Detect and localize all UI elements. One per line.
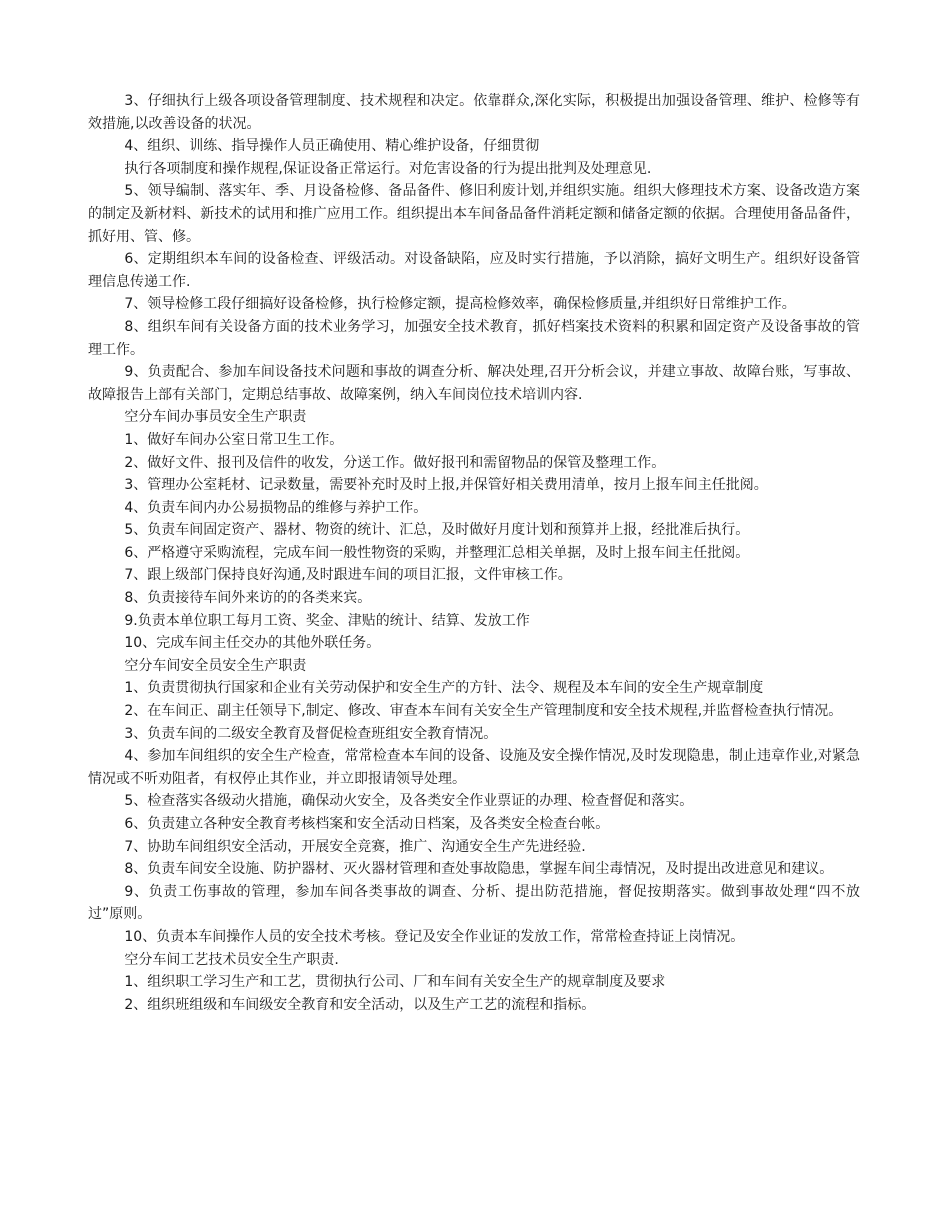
paragraph: 8、负责车间安全设施、防护器材、灭火器材管理和查处事故隐患，掌握车间尘毒情况，及时提出改进意见和建议。	[124, 861, 834, 878]
document-body	[88, 90, 860, 1016]
paragraph: 空分车间办事员安全生产职责	[124, 409, 307, 426]
paragraph: 空分车间工艺技术员安全生产职责.	[124, 951, 339, 968]
paragraph: 9、负责工伤事故的管理，参加车间各类事故的调查、分析、提出防范措施，督促按期落实。做到事故处理“四不放过”原则。	[88, 883, 860, 923]
paragraph: 4、组织、训练、指导操作人员正确使用、精心维护设备，仔细贯彻	[124, 138, 540, 155]
paragraph: 7、跟上级部门保持良好沟通,及时跟进车间的项目汇报，文件审核工作。	[124, 567, 572, 584]
paragraph: 2、组织班组级和车间级安全教育和安全活动，以及生产工艺的流程和指标。	[124, 996, 596, 1013]
paragraph: 1、组织职工学习生产和工艺，贯彻执行公司、厂和车间有关安全生产的规章制度及要求	[124, 974, 666, 991]
paragraph: 空分车间安全员安全生产职责	[124, 657, 307, 674]
paragraph: 9、负责配合、参加车间设备技术问题和事故的调查分析、解决处理,召开分析会议，并建立事故、故障台账，写事故、故障报告上部有关部门，定期总结事故、故障案例，纳入车间岗位技术培训内容.	[88, 364, 860, 403]
paragraph: 4、负责车间内办公易损物品的维修与养护工作。	[124, 499, 428, 516]
paragraph: 10、负责本车间操作人员的安全技术考核。登记及安全作业证的发放工作，常常检查持证上岗情况。	[124, 928, 745, 945]
paragraph: 5、检查落实各级动火措施，确保动火安全，及各类安全作业票证的办理、检查督促和落实。	[124, 793, 694, 810]
paragraph: 1、做好车间办公室日常卫生工作。	[124, 431, 344, 448]
paragraph: 6、定期组织本车间的设备检查、评级活动。对设备缺陷，应及时实行措施，予以消除，搞好文明生产。组织好设备管理信息传递工作.	[88, 251, 860, 290]
paragraph: 7、领导检修工段仔细搞好设备检修，执行检修定额，提高检修效率，确保检修质量,并组织好日常维护工作。	[124, 296, 796, 313]
paragraph: 执行各项制度和操作规程,保证设备正常运行。对危害设备的行为提出批判及处理意见.	[124, 160, 652, 177]
paragraph: 6、负责建立各种安全教育考核档案和安全活动日档案，及各类安全检查台帐。	[124, 816, 610, 832]
paragraph: 3、仔细执行上级各项设备管理制度、技术规程和决定。依靠群众,深化实际，积极提出加强设备管理、维护、检修等有效措施,以改善设备的状况。	[88, 93, 860, 132]
paragraph: 7、协助车间组织安全活动，开展安全竞赛，推广、沟通安全生产先进经验.	[124, 838, 586, 855]
paragraph: 10、完成车间主任交办的其他外联任务。	[124, 635, 381, 652]
paragraph: 2、做好文件、报刊及信件的收发，分送工作。做好报刊和需留物品的保管及整理工作。	[124, 454, 666, 471]
paragraph: 5、负责车间固定资产、器材、物资的统计、汇总，及时做好月度计划和预算并上报，经批准后执行。	[124, 522, 750, 539]
paragraph: 4、参加车间组织的安全生产检查，常常检查本车间的设备、设施及安全操作情况,及时发现隐患，制止违章作业,对紧急情况或不听劝阻者，有权停止其作业，并立即报请领导处理。	[88, 748, 860, 787]
paragraph: 2、在车间正、副主任领导下,制定、修改、审查本车间有关安全生产管理制度和安全技术规程,并监督检查执行情况。	[124, 703, 843, 720]
paragraph: 5、领导编制、落实年、季、月设备检修、备品备件、修旧利废计划,并组织实施。组织大修理技术方案、设备改造方案的制定及新材料、新技术的试用和推广应用工作。组织提出本车间备品备件消耗定额和储备定额的依据。合理使用备品备件，抓好用、管、修。	[88, 183, 860, 245]
paragraph: 9.负责本单位职工每月工资、奖金、津贴的统计、结算、发放工作	[124, 612, 530, 629]
paragraph: 3、负责车间的二级安全教育及督促检查班组安全教育情况。	[124, 725, 498, 742]
paragraph: 8、负责接待车间外来访的的各类来宾。	[124, 590, 372, 607]
paragraph: 3、管理办公室耗材、记录数量，需要补充时及时上报,并保管好相关费用清单，按月上报车间主任批阅。	[124, 477, 768, 494]
paragraph: 1、负责贯彻执行国家和企业有关劳动保护和安全生产的方针、法令、规程及本车间的安全生产规章制度	[124, 680, 764, 697]
paragraph: 6、严格遵守采购流程，完成车间一般性物资的采购，并整理汇总相关单据，及时上报车间主任批阅。	[124, 544, 750, 561]
paragraph: 8、组织车间有关设备方面的技术业务学习，加强安全技术教育，抓好档案技术资料的积累和固定资产及设备事故的管理工作。	[88, 318, 860, 358]
